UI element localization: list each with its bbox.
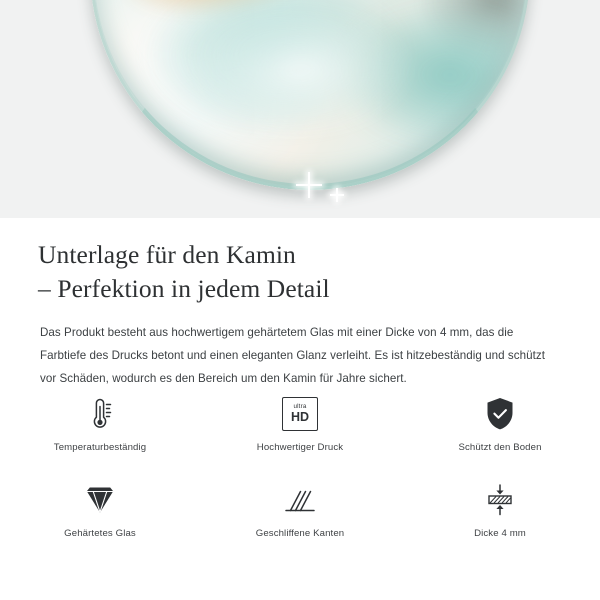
glass-plate-image <box>90 0 530 190</box>
feature-temperature-resistant <box>0 392 200 466</box>
feature-label: Geschliffene Kanten <box>255 528 345 539</box>
ultra-hd-badge-icon <box>282 392 318 436</box>
feature-label: Dicke 4 mm <box>474 528 526 539</box>
feature-label: Temperaturbeständig <box>53 442 147 453</box>
feature-label: Gehärtetes Glas <box>64 528 136 539</box>
hero-image <box>0 0 600 218</box>
page-title-line1: Unterlage für den Kamin <box>38 240 296 269</box>
thermometer-icon <box>81 392 119 436</box>
page-title-line2: – Perfektion in jedem Detail <box>38 273 330 303</box>
feature-floor-protection <box>400 392 600 466</box>
polished-edges-icon <box>281 478 319 522</box>
feature-tempered-glass <box>0 478 200 552</box>
feature-polished-edges <box>200 478 400 552</box>
sparkle-small-icon <box>330 188 344 202</box>
feature-thickness <box>400 478 600 552</box>
page-title <box>0 218 600 306</box>
feature-grid <box>0 392 600 552</box>
feature-high-quality-print <box>200 392 400 466</box>
text-block <box>0 218 600 391</box>
thickness-arrows-icon <box>481 478 519 522</box>
product-description: Das Produkt besteht aus hochwertigem gehärtetem Glas mit einer Dicke von 4 mm, das die Farbtiefe des Drucks betont und einen eleganten Glanz verleiht. Es ist hitzebeständig und schützt vor Schäden, wodurch es den Bereich um den Kamin für Jahre sichert. <box>40 325 545 385</box>
shield-check-icon <box>482 392 518 436</box>
feature-label: Schützt den Boden <box>458 442 542 453</box>
diamond-icon <box>80 478 120 522</box>
glass-plate-edge <box>90 0 530 190</box>
feature-label: Hochwertiger Druck <box>256 442 344 453</box>
badge-bottom-text: HD <box>290 410 310 425</box>
badge-top-text: ultra <box>293 403 307 411</box>
